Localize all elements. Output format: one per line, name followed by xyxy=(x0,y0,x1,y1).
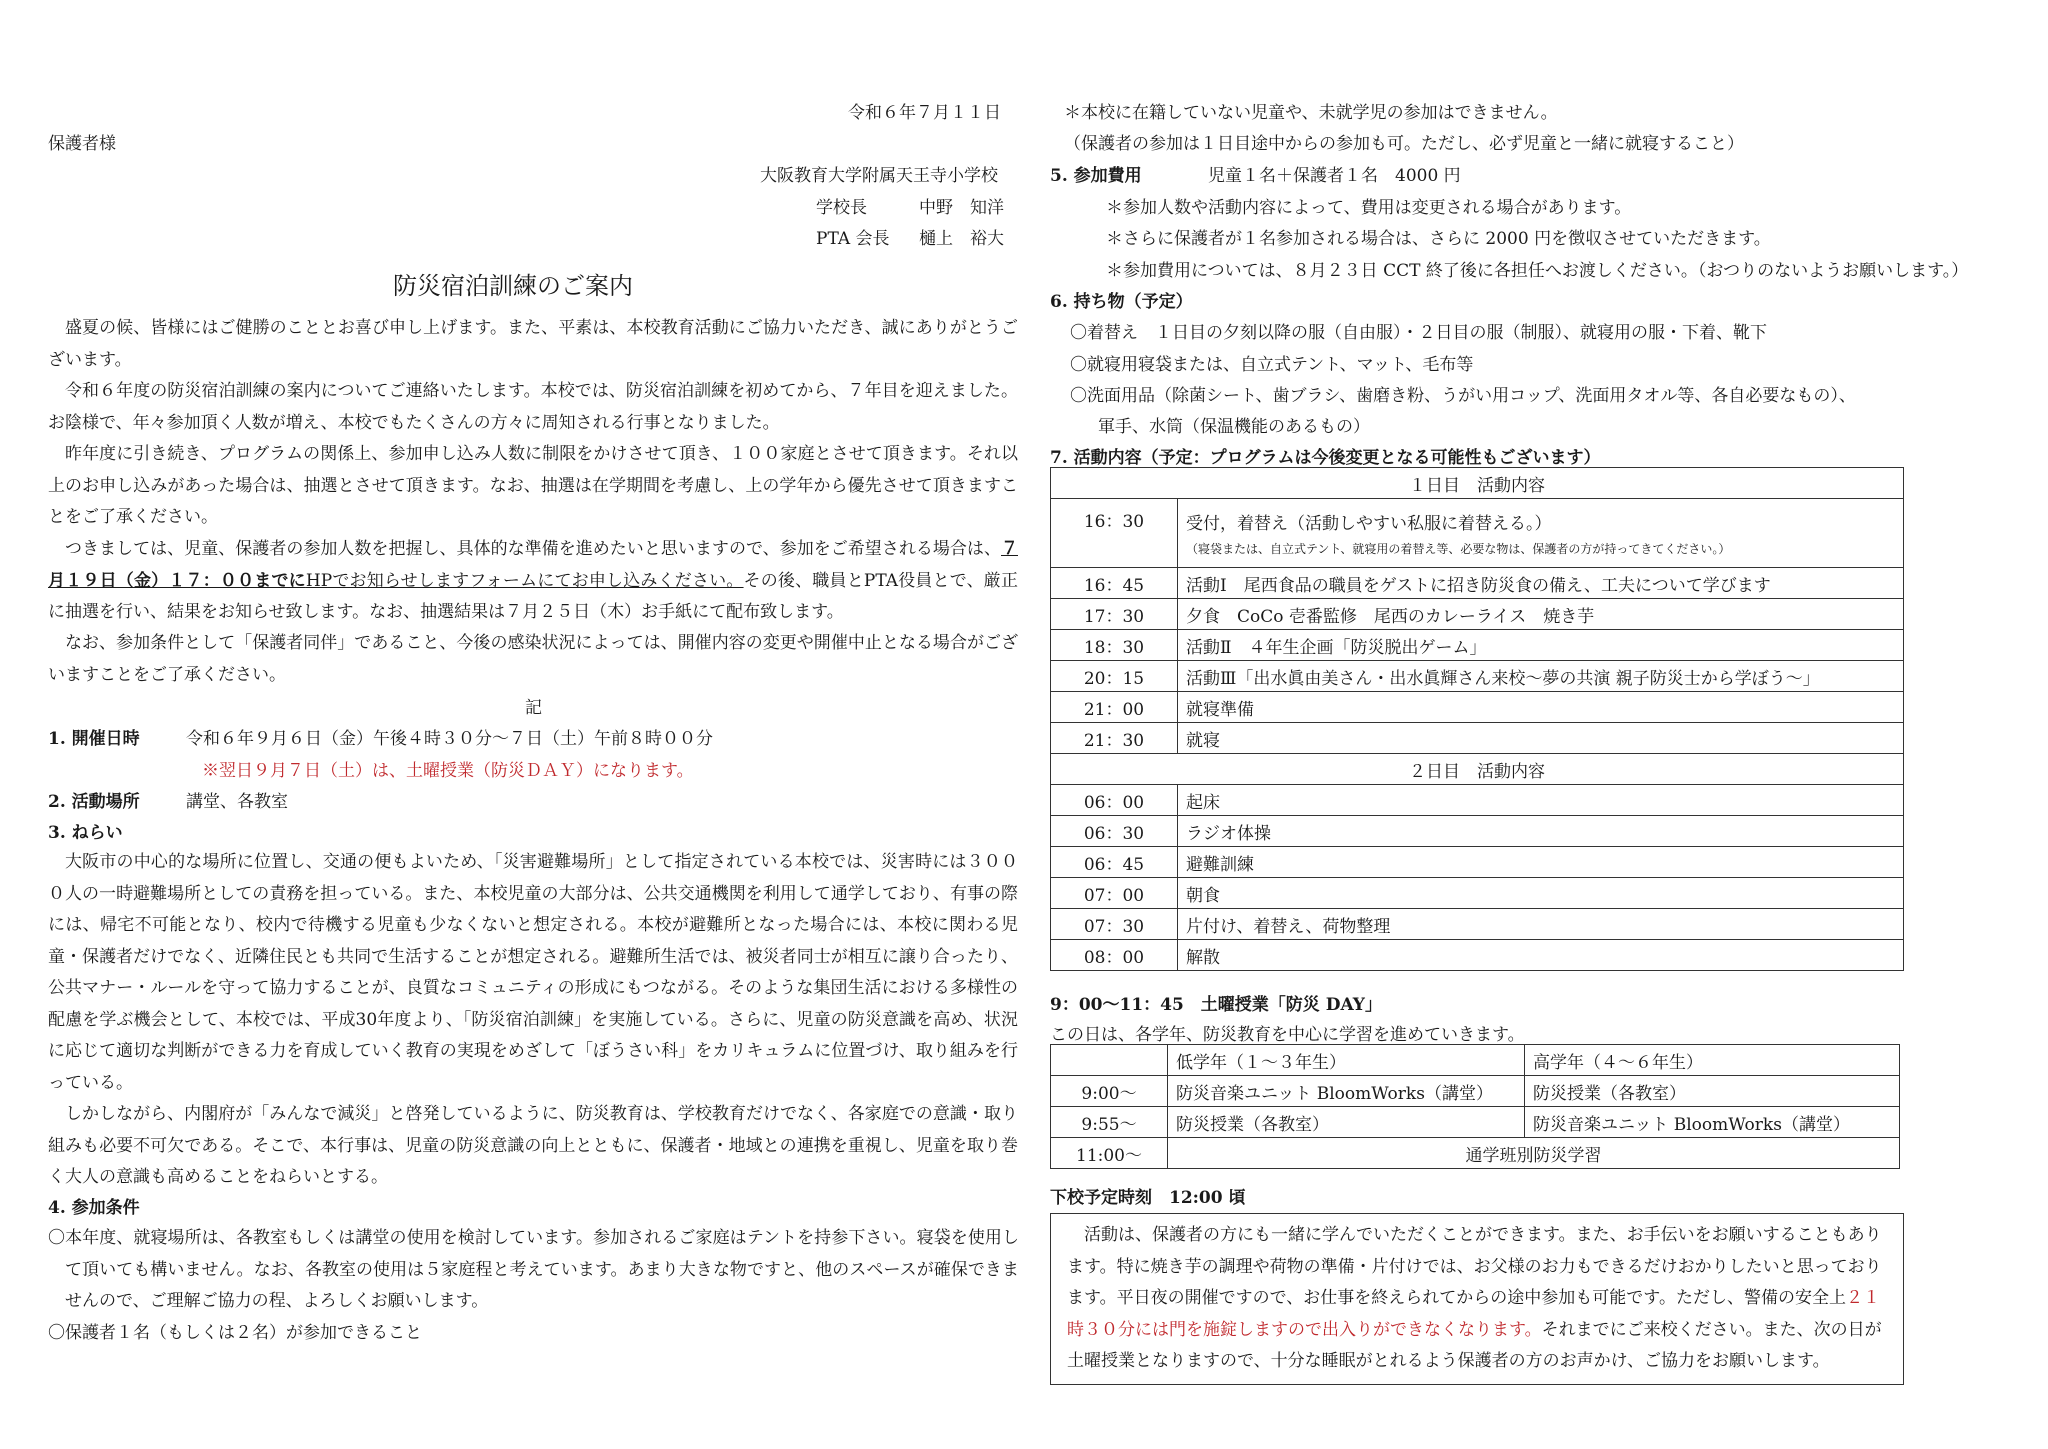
condition-1 xyxy=(48,1223,1019,1318)
condition-2: 〇保護者１名（もしくは２名）が参加できること xyxy=(48,1323,422,1343)
day2-header: ２日目 活動内容 xyxy=(1051,754,1904,785)
pta-name: 樋上 裕大 xyxy=(919,229,1004,249)
fee-note-3: ＊参加費用については、８月２３日 CCT 終了後に各担任へお渡しください。（おつりのないようお願いします。） xyxy=(1106,261,1969,281)
fee: 児童１名＋保護者１名 4000 円 xyxy=(1208,166,1461,186)
page-title: 防災宿泊訓練のご案内 xyxy=(393,272,633,300)
section-4-label: 4. 参加条件 xyxy=(48,1198,140,1218)
table-row xyxy=(1051,878,1904,909)
time-cell: 16：45 xyxy=(1051,568,1178,599)
saturday-text: この日は、各学年、防災教育を中心に学習を進めていきます。 xyxy=(1050,1025,1525,1045)
principal-name: 中野 知洋 xyxy=(919,198,1004,218)
activity-cell: 避難訓練 xyxy=(1178,847,1904,878)
time-cell: 06：00 xyxy=(1051,785,1178,816)
aim-paragraph-1: 大阪市の中心的な場所に位置し、交通の便もよいため、「災害避難場所」として指定されている本校では、災害時には３０００人の一時避難場所としての責務を担っている。また、本校児童の大部分は、公共交通機関を利用して通学しており、有事の際には、帰宅不可能となり、校内で待機する児童も少なくないと想定される。本校が避難所となった場合には、本校に関わる児童・保護者だけでなく、近隣住民とも共同で生活することが想定される。避難所生活では、被災者同士が相互に譲り合ったり、公共マナー・ルールを守って協力することが、良質なコミュニティの形成にもつながる。そのような集団生活における多様性の配慮を学ぶ機会として、本校では、平成30年度より、「防災宿泊訓練」を実施している。さらに、児童の防災意識を高め、状況に応じて適切な判断ができる力を育成していく教育の実現をめざして「ぼうさい科」をカリキュラムに位置づけ、取り組みを行っている。 xyxy=(48,852,1018,1093)
table-row xyxy=(1051,723,1904,754)
time-cell: 07：00 xyxy=(1051,878,1178,909)
intro-paragraph-1: 盛夏の候、皆様にはご健勝のこととお喜び申し上げます。また、平素は、本校教育活動にご協力いただき、誠にありがとうございます。 xyxy=(48,318,1018,370)
aim-paragraph-2: しかしながら、内閣府が「みんなで減災」と啓発しているように、防災教育は、学校教育だけでなく、各家庭での意識・取り組みも必要不可欠である。そこで、本行事は、児童の防災意識の向上とともに、保護者・地域との連携を重視し、児童を取り巻く大人の意識も高めることをねらいとする。 xyxy=(48,1104,1018,1187)
time-cell: 06：45 xyxy=(1051,847,1178,878)
fee-note-2: ＊さらに保護者が１名参加される場合は、さらに 2000 円を徴収させていただきます。 xyxy=(1106,229,1771,249)
day1-header: １日目 活動内容 xyxy=(1051,468,1904,499)
closing-text-a: 活動は、保護者の方にも一緒に学んでいただくことができます。また、お手伝いをお願いすることもあります。特に焼き芋の調理や荷物の準備・片付けでは、お父様のお力もできるだけおかりしたいと思っております。平日夜の開催ですので、お仕事を終えられてからの途中参加も可能です。ただし、警備の安全上 xyxy=(1067,1225,1882,1308)
section-5-label: 5. 参加費用 xyxy=(1050,166,1142,186)
condition-3: ＊本校に在籍していない児童や、未就学児の参加はできません。 xyxy=(1064,103,1558,123)
table-row xyxy=(1051,568,1904,599)
time-cell: 20：15 xyxy=(1051,661,1178,692)
table-row xyxy=(1051,940,1904,971)
table-row xyxy=(1051,692,1904,723)
activity-cell: ラジオ体操 xyxy=(1178,816,1904,847)
condition-4: （保護者の参加は１日目途中からの参加も可。ただし、必ず児童と一緒に就寝すること） xyxy=(1064,134,1744,154)
item-sleeping: 〇就寝用寝袋または、自立式テント、マット、毛布等 xyxy=(1070,355,1474,375)
time-cell: 21：30 xyxy=(1051,723,1178,754)
time-cell: 11:00～ xyxy=(1051,1138,1168,1169)
intro-paragraph-5: なお、参加条件として「保護者同伴」であること、今後の感染状況によっては、開催内容の変更や開催中止となる場合がございますことをご了承ください。 xyxy=(48,633,1018,685)
time-cell: 06：30 xyxy=(1051,816,1178,847)
time-cell: 08：00 xyxy=(1051,940,1178,971)
saturday-table xyxy=(1050,1044,1900,1169)
deadline: ７月１９日（金）１７：００までに xyxy=(48,539,1018,591)
table-row xyxy=(1051,785,1904,816)
time-cell: 16：30 xyxy=(1051,499,1178,568)
condition-1-text: 〇本年度、就寝場所は、各教室もしくは講堂の使用を検討しています。参加されるご家庭はテントを持参下さい。寝袋を使用して頂いても構いません。なお、各教室の使用は５家庭程と考えています。あまり大きな物ですと、他のスペースが確保できませんので、ご理解ご協力の程、よろしくお願いします。 xyxy=(48,1228,1019,1311)
table-row xyxy=(1051,599,1904,630)
activity-cell: 朝食 xyxy=(1178,878,1904,909)
form-notice: HPでお知らせしますフォームにてお申し込みください。 xyxy=(305,570,744,591)
table-row xyxy=(1051,1138,1900,1169)
activity-cell: 活動Ⅱ ４年生企画「防災脱出ゲーム」 xyxy=(1178,630,1904,661)
activity-cell: 就寝 xyxy=(1178,723,1904,754)
activity-cell: 起床 xyxy=(1178,785,1904,816)
table-row xyxy=(1051,847,1904,878)
activity-cell xyxy=(1178,499,1904,568)
time-cell: 07：30 xyxy=(1051,909,1178,940)
low-grade-cell: 防災音楽ユニット BloomWorks（講堂） xyxy=(1168,1076,1525,1107)
activity-cell: 夕食 CoCo 壱番監修 尾西のカレーライス 焼き芋 xyxy=(1178,599,1904,630)
table-row xyxy=(1051,1107,1900,1138)
table-row xyxy=(1051,630,1904,661)
activity-cell: 活動Ⅲ「出水眞由美さん・出水眞輝さん来校～夢の共演 親子防災士から学ぼう～」 xyxy=(1178,661,1904,692)
section-2-label: 2. 活動場所 xyxy=(48,792,140,812)
low-grade-cell: 防災授業（各教室） xyxy=(1168,1107,1525,1138)
addressee: 保護者様 xyxy=(48,134,116,154)
time-cell: 18：30 xyxy=(1051,630,1178,661)
table-row xyxy=(1051,499,1904,568)
activity-text: 受付，着替え（活動しやすい私服に着替える。） xyxy=(1186,514,1552,534)
table-row xyxy=(1051,1076,1900,1107)
ki-mark: 記 xyxy=(525,698,542,718)
low-grade-header: 低学年（１～３年生） xyxy=(1168,1045,1525,1076)
time-cell: 9:55～ xyxy=(1051,1107,1168,1138)
issue-date: 令和６年７月１１日 xyxy=(848,103,1001,123)
intro-p4-tail: その後、職員とPTA役員とで、厳正に抽選を行い、結果をお知らせ致します。なお、抽選結果は７月２５日（木）お手紙にて配布致します。 xyxy=(48,570,1019,622)
time-cell: 9:00～ xyxy=(1051,1076,1168,1107)
activity-cell: 活動Ⅰ 尾西食品の職員をゲストに招き防災食の備え、工夫について学びます xyxy=(1178,568,1904,599)
intro-p4-lead: つきましては、児童、保護者の参加人数を把握し、具体的な準備を進めたいと思いますので、参加をご希望される場合は、 xyxy=(65,539,1001,559)
table-row xyxy=(1051,816,1904,847)
schedule-table xyxy=(1050,467,1904,971)
principal-role: 学校長 xyxy=(816,198,867,218)
event-datetime: 令和６年９月６日（金）午後４時３０分～７日（土）午前８時００分 xyxy=(186,729,713,749)
intro-paragraph-2: 令和６年度の防災宿泊訓練の案内についてご連絡いたします。本校では、防災宿泊訓練を初めてから、７年目を迎えました。お陰様で、年々参加頂く人数が増え、本校でもたくさんの方々に周知される行事となりました。 xyxy=(48,381,1018,433)
section-1-label: 1. 開催日時 xyxy=(48,729,140,749)
closing-notice xyxy=(1050,1213,1904,1385)
high-grade-cell: 防災音楽ユニット BloomWorks（講堂） xyxy=(1525,1107,1900,1138)
venue: 講堂、各教室 xyxy=(186,792,288,812)
table-row xyxy=(1051,909,1904,940)
item-clothes: 〇着替え １日目の夕刻以降の服（自由服）・２日目の服（制服）、就寝用の服・下着、靴下 xyxy=(1070,323,1767,343)
activity-cell: 片付け、着替え、荷物整理 xyxy=(1178,909,1904,940)
school-name: 大阪教育大学附属天王寺小学校 xyxy=(760,166,998,186)
time-cell: 17：30 xyxy=(1051,599,1178,630)
section-7-label: 7. 活動内容（予定：プログラムは今後変更となる可能性もございます） xyxy=(1050,448,1601,468)
saturday-label: 9：00～11：45 土曜授業「防災 DAY」 xyxy=(1050,995,1382,1015)
intro-paragraph-4 xyxy=(48,534,1018,629)
item-toiletries: 〇洗面用品（除菌シート、歯ブラシ、歯磨き粉、うがい用コップ、洗面用タオル等、各自必要なもの）、 xyxy=(1070,386,1856,406)
time-cell: 21：00 xyxy=(1051,692,1178,723)
activity-cell: 就寝準備 xyxy=(1178,692,1904,723)
joint-activity-cell: 通学班別防災学習 xyxy=(1168,1138,1900,1169)
blank-cell xyxy=(1051,1045,1168,1076)
dismissal-time: 下校予定時刻 12:00 頃 xyxy=(1050,1188,1246,1208)
fee-note-1: ＊参加人数や活動内容によって、費用は変更される場合があります。 xyxy=(1106,198,1632,218)
item-others: 軍手、水筒（保温機能のあるもの） xyxy=(1098,417,1370,437)
table-row xyxy=(1051,661,1904,692)
saturday-note: ※翌日９月７日（土）は、土曜授業（防災ＤＡＹ）になります。 xyxy=(202,761,694,781)
pta-role: PTA 会長 xyxy=(816,229,890,249)
high-grade-header: 高学年（４～６年生） xyxy=(1525,1045,1900,1076)
closing-text-c: それまでにご来校ください。また、次の日が土曜授業となりますので、十分な睡眠がとれるよう保護者の方のお声かけ、ご協力をお願いします。 xyxy=(1067,1319,1882,1371)
activity-note: （寝袋または、自立式テント、就寝用の着替え等、必要な物は、保護者の方が持ってきてください。） xyxy=(1186,542,1731,556)
intro-paragraph-3: 昨年度に引き続き、プログラムの関係上、参加申し込み人数に制限をかけさせて頂き、１００家庭とさせて頂きます。それ以上のお申し込みがあった場合は、抽選とさせて頂きます。なお、抽選は在学期間を考慮し、上の学年から優先させて頂きますことをご了承ください。 xyxy=(48,444,1018,527)
activity-cell: 解散 xyxy=(1178,940,1904,971)
high-grade-cell: 防災授業（各教室） xyxy=(1525,1076,1900,1107)
gate-lock-warning: ２１時３０分には門を施錠しますので出入りができなくなります。 xyxy=(1067,1288,1880,1340)
section-6-label: 6. 持ち物（予定） xyxy=(1050,292,1193,312)
section-3-label: 3. ねらい xyxy=(48,823,123,843)
